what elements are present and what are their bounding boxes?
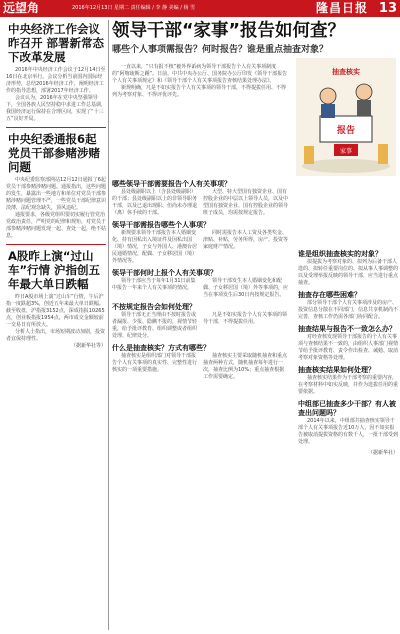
answer-paragraph: 拟提拔为考察对象的、拟列为后备干部人选的、拟转任重要岗位的、拟从事人事调整的以及受理举报反映的领导干部，应当进行重点抽查。 (298, 259, 399, 286)
story-source: （据新华社） (367, 450, 398, 456)
story-paragraph: 分析人士指出，市场短期波动加剧，投资者宜保持理性。 (6, 329, 106, 342)
intro-paragraph: 一直以来，“只有报不核”被外界诟病为领导干部报告个人有关事项制度的“阿喀琉斯之踵”。日前，中共中央办公厅、国务院办公厅印发《领导干部报告个人有关事项规定》和《领导干部个人有关事项报告查核结果处理办法》。 (112, 64, 288, 84)
answer-paragraph: 抽查核实主要采取随机抽查和重点抽查两种方式，随机抽查每年进行一次，抽查比例为10%；重点抽查根据工作需要确定。 (203, 353, 288, 380)
qa-item (112, 344, 288, 381)
section-name: 远望角 (3, 1, 40, 15)
left-column (2, 20, 106, 632)
question-heading: 抽查存在哪些困难？ (298, 291, 361, 299)
story-source: （据新华社等） (70, 343, 106, 349)
cartoon-sign-label: 家事 (339, 148, 353, 155)
cartoon-officials-icon (296, 58, 396, 176)
answer-paragraph: 大型、特大型国有独资企业、国有控股企业的中层以上领导人员，以及中型国有独资企业、国有控股企业的领导班子成员，均需按规定报告。 (203, 189, 289, 216)
story-paragraph: 通报要求，各级党组织要切实履行管党治党政治责任，严明党的纪律和规矩，对党员干部参赌涉赌问题发现一起、查处一起，绝不姑息。 (6, 212, 107, 239)
answer-paragraph: 领导干部无正当理由不按时报告或者漏报、少报、隐瞒不报的，视情节轻重，给予批评教育、组织调整或者组织处理、纪律处分。 (112, 312, 198, 339)
answer-paragraph: 同时需报告本人工资及各类奖金、津贴、补贴，劳务所得，房产、投资等家庭财产情况。 (203, 230, 289, 250)
qa-item (298, 400, 398, 446)
question-heading: 抽查结果与报告不一致怎么办？ (298, 325, 396, 333)
story-paragraph: 中央纪委监察部网站12月12日通报了6起党员干部参赌涉赌问题。通报指出，这些问题的发生，暴露出一些地方和单位对党员干部参赌涉赌问题管理不严，一些党员干部纪律意识淡薄，法纪观念缺失，顶风违纪。 (6, 177, 107, 211)
answer-paragraph: 领导干部发生本人婚姻变化和配偶、子女移居国（境）外等事项的，应当在事项发生后30日内按规定报告。 (203, 278, 289, 298)
column-divider (108, 20, 109, 630)
answer-paragraph: 抽查核实结果作为干部考察的重要内容，在考察材料中如实反映，并作为选拔任用的重要依据。 (298, 375, 399, 395)
question-heading: 不按规定报告会如何处理？ (112, 303, 196, 311)
answer-paragraph: 抽查核实是组织部门对领导干部报告个人有关事项的真实性、完整性进行核实的一项重要措施。 (112, 353, 198, 373)
question-heading: 什么是抽查核实？方式有哪些？ (112, 344, 210, 352)
page-header (0, 0, 400, 17)
qa-item (112, 269, 288, 299)
answer-paragraph: 领导干部应当于每年1月31日前集中报告一年来个人有关事项的情况。 (112, 278, 196, 291)
answer-paragraph: 凡是不如实报告个人有关事项的领导干部，不得提拔任用。 (203, 312, 288, 325)
intro-paragraph: 新规明确，凡是不如实报告个人有关事项的领导干部，不得提拔任用、不得列为考察对象、不得评优评先。 (112, 85, 287, 98)
answer-paragraph: 县处级副职以上（含县处级副职）的干部；县处级副职以上的非领导职务干部，以及已退出现职、但尚未办理退（离）休手续的干部。 (112, 189, 198, 216)
cartoon-board-label: 报告 (336, 126, 356, 136)
answer-paragraph: 对经查核发现领导干部报告的个人有关事项与查核结果不一致的，由组织人事部门视情节给予批评教育、责令作出检查、诫勉、取消考察对象资格等处理。 (298, 334, 399, 361)
illustration-cartoon (296, 58, 396, 176)
issue-meta: 2016年12月13日 星期二 责任编辑 / 李 静 美编 / 杨 雪 (72, 5, 196, 11)
story-paragraph: 2016年中央经济工作会议于12月14日至16日在北京举行。会议分析当前国内国际经济形势，总结2016年经济工作，阐明经济工作的指导思想，部署2017年经济工作。 (6, 67, 106, 94)
question-heading: 哪些领导干部需要报告个人有关事项？ (112, 180, 231, 188)
qa-item (112, 221, 288, 265)
story-title: 中央纪委通报6起党员干部参赌涉赌问题 (8, 132, 100, 174)
qa-item (112, 303, 288, 340)
answer-paragraph: 部分领导干部个人有关事项涉及的房产、投资信息分散在不同部门，信息共享机制尚不完善，查核工作仍需各部门协同配合。 (298, 300, 399, 320)
answer-paragraph: 2014年以来，中组部共抽查核实领导干部个人有关事项报告近10万人，因不如实报告被取消提拔资格的有数千人，一批干部受到处理。 (298, 418, 399, 445)
story-title: A股昨上演“过山车”行情 沪指创五年最大单日跌幅 (8, 249, 101, 291)
answer-paragraph: 新规要求领导干部报告本人婚姻变化、持有因私出入境证件及因私出国（境）情况，子女与外国人、港澳台居民通婚情况，配偶、子女移居国（境）外情况等。 (112, 230, 198, 264)
page-number: 13 (378, 1, 397, 16)
story-paragraph: 会议认为，2016年在党中央坚强领导下，全国各族人民坚持稳中求进工作总基调，我国经济运行保持在合理区间，实现了“十三五”良好开局。 (6, 95, 107, 122)
question-heading: 领导干部需报告哪些个人事项？ (112, 221, 210, 229)
question-heading: 中组部已抽查多少干部？有人被查出问题吗？ (298, 400, 396, 417)
qa-item (298, 291, 398, 321)
intro-text (112, 64, 288, 99)
question-heading: 领导干部何时上报个人有关事项？ (112, 269, 217, 277)
story-paragraph: 昨日A股市场上演“过山车”行情，午后沪指一度跌超3%，创近五年来最大单日跌幅。截至收盘，沪指报3152点，深成指报10265点，创业板指报1954点，两市成交金额较前一交易日有所放大。 (6, 294, 105, 328)
main-headline: 领导干部“家事”报告如何查？ (112, 21, 346, 41)
qa-item (298, 366, 398, 396)
story-title: 中央经济工作会议昨召开 部署新常态下改革发展 (8, 22, 105, 64)
qa-item (112, 180, 288, 217)
qa-columns (112, 180, 398, 630)
main-story (112, 20, 398, 632)
qa-main-column (112, 180, 288, 385)
newspaper-logo: 隆昌日报 (315, 1, 368, 15)
question-heading: 谁是组织抽查核实的对象？ (298, 250, 382, 258)
divider (6, 244, 106, 245)
qa-item (298, 250, 398, 287)
qa-side-column (298, 250, 398, 457)
qa-item (298, 325, 398, 362)
cartoon-caption: 抽查核实 (332, 68, 360, 76)
main-subheadline: 哪些个人事项需报告？何时报告？谁是重点抽查对象？ (112, 45, 329, 55)
question-heading: 抽查核实结果如何处理？ (298, 366, 375, 374)
divider (6, 127, 106, 128)
